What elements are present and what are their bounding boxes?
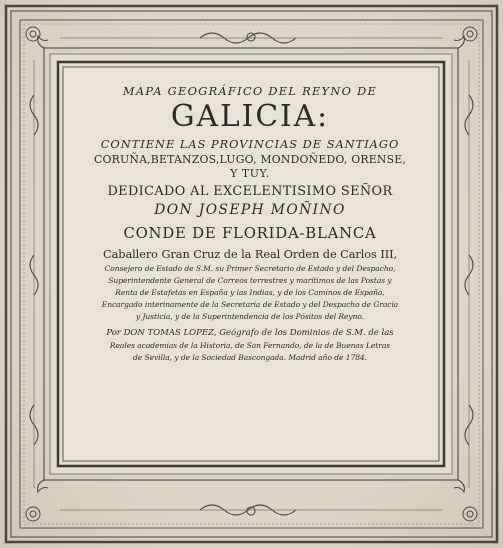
dedication-line1: DEDICADO AL EXCELENTISIMO SEÑOR xyxy=(107,184,393,199)
author-line: de Sevilla, y de la Sociedad Bascongada. Madrid año de 1784. xyxy=(132,353,368,362)
dedication-detail: Superintendente General de Correos terrestres y marítimos de las Postas y xyxy=(108,276,392,285)
dedication-name: DON JOSEPH MOÑINO xyxy=(154,202,346,218)
map-title-line1: MAPA GEOGRÁFICO DEL REYNO DE xyxy=(122,84,378,98)
dedication-order: Caballero Gran Cruz de la Real Orden de Carlos III, xyxy=(102,247,398,261)
map-title-line3: CONTIENE LAS PROVINCIAS DE SANTIAGO xyxy=(100,137,400,151)
dedication-detail: Encargado interinamente de la Secretaria de Estado y del Despacho de Gracia xyxy=(101,300,399,309)
dedication-detail: y Justicia, y de la Superintendencia de los Pósitos del Reyno. xyxy=(135,312,365,321)
author-line: Por DON TOMAS LOPEZ, Geógrafo de los Dominios de S.M. de las xyxy=(106,328,394,338)
dedication-detail: Renta de Estafetas en España y las Indias, y de los Caminos de España, xyxy=(115,288,385,297)
map-title-line4: CORUÑA,BETANZOS,LUGO, MONDOÑEDO, ORENSE, xyxy=(93,153,407,166)
map-title-galicia: GALICIA: xyxy=(170,99,330,134)
dedication-detail: Consejero de Estado de S.M. su Primer Secretario de Estado y del Despacho, xyxy=(104,264,396,273)
dedication-title: CONDE DE FLORIDA-BLANCA xyxy=(123,224,377,242)
author-line: Reales academias de la Historia, de San Fernando, de la de Buenas Letras xyxy=(109,341,391,350)
cartouche-text-panel xyxy=(66,70,434,458)
map-title-line5: Y TUY. xyxy=(230,167,270,180)
